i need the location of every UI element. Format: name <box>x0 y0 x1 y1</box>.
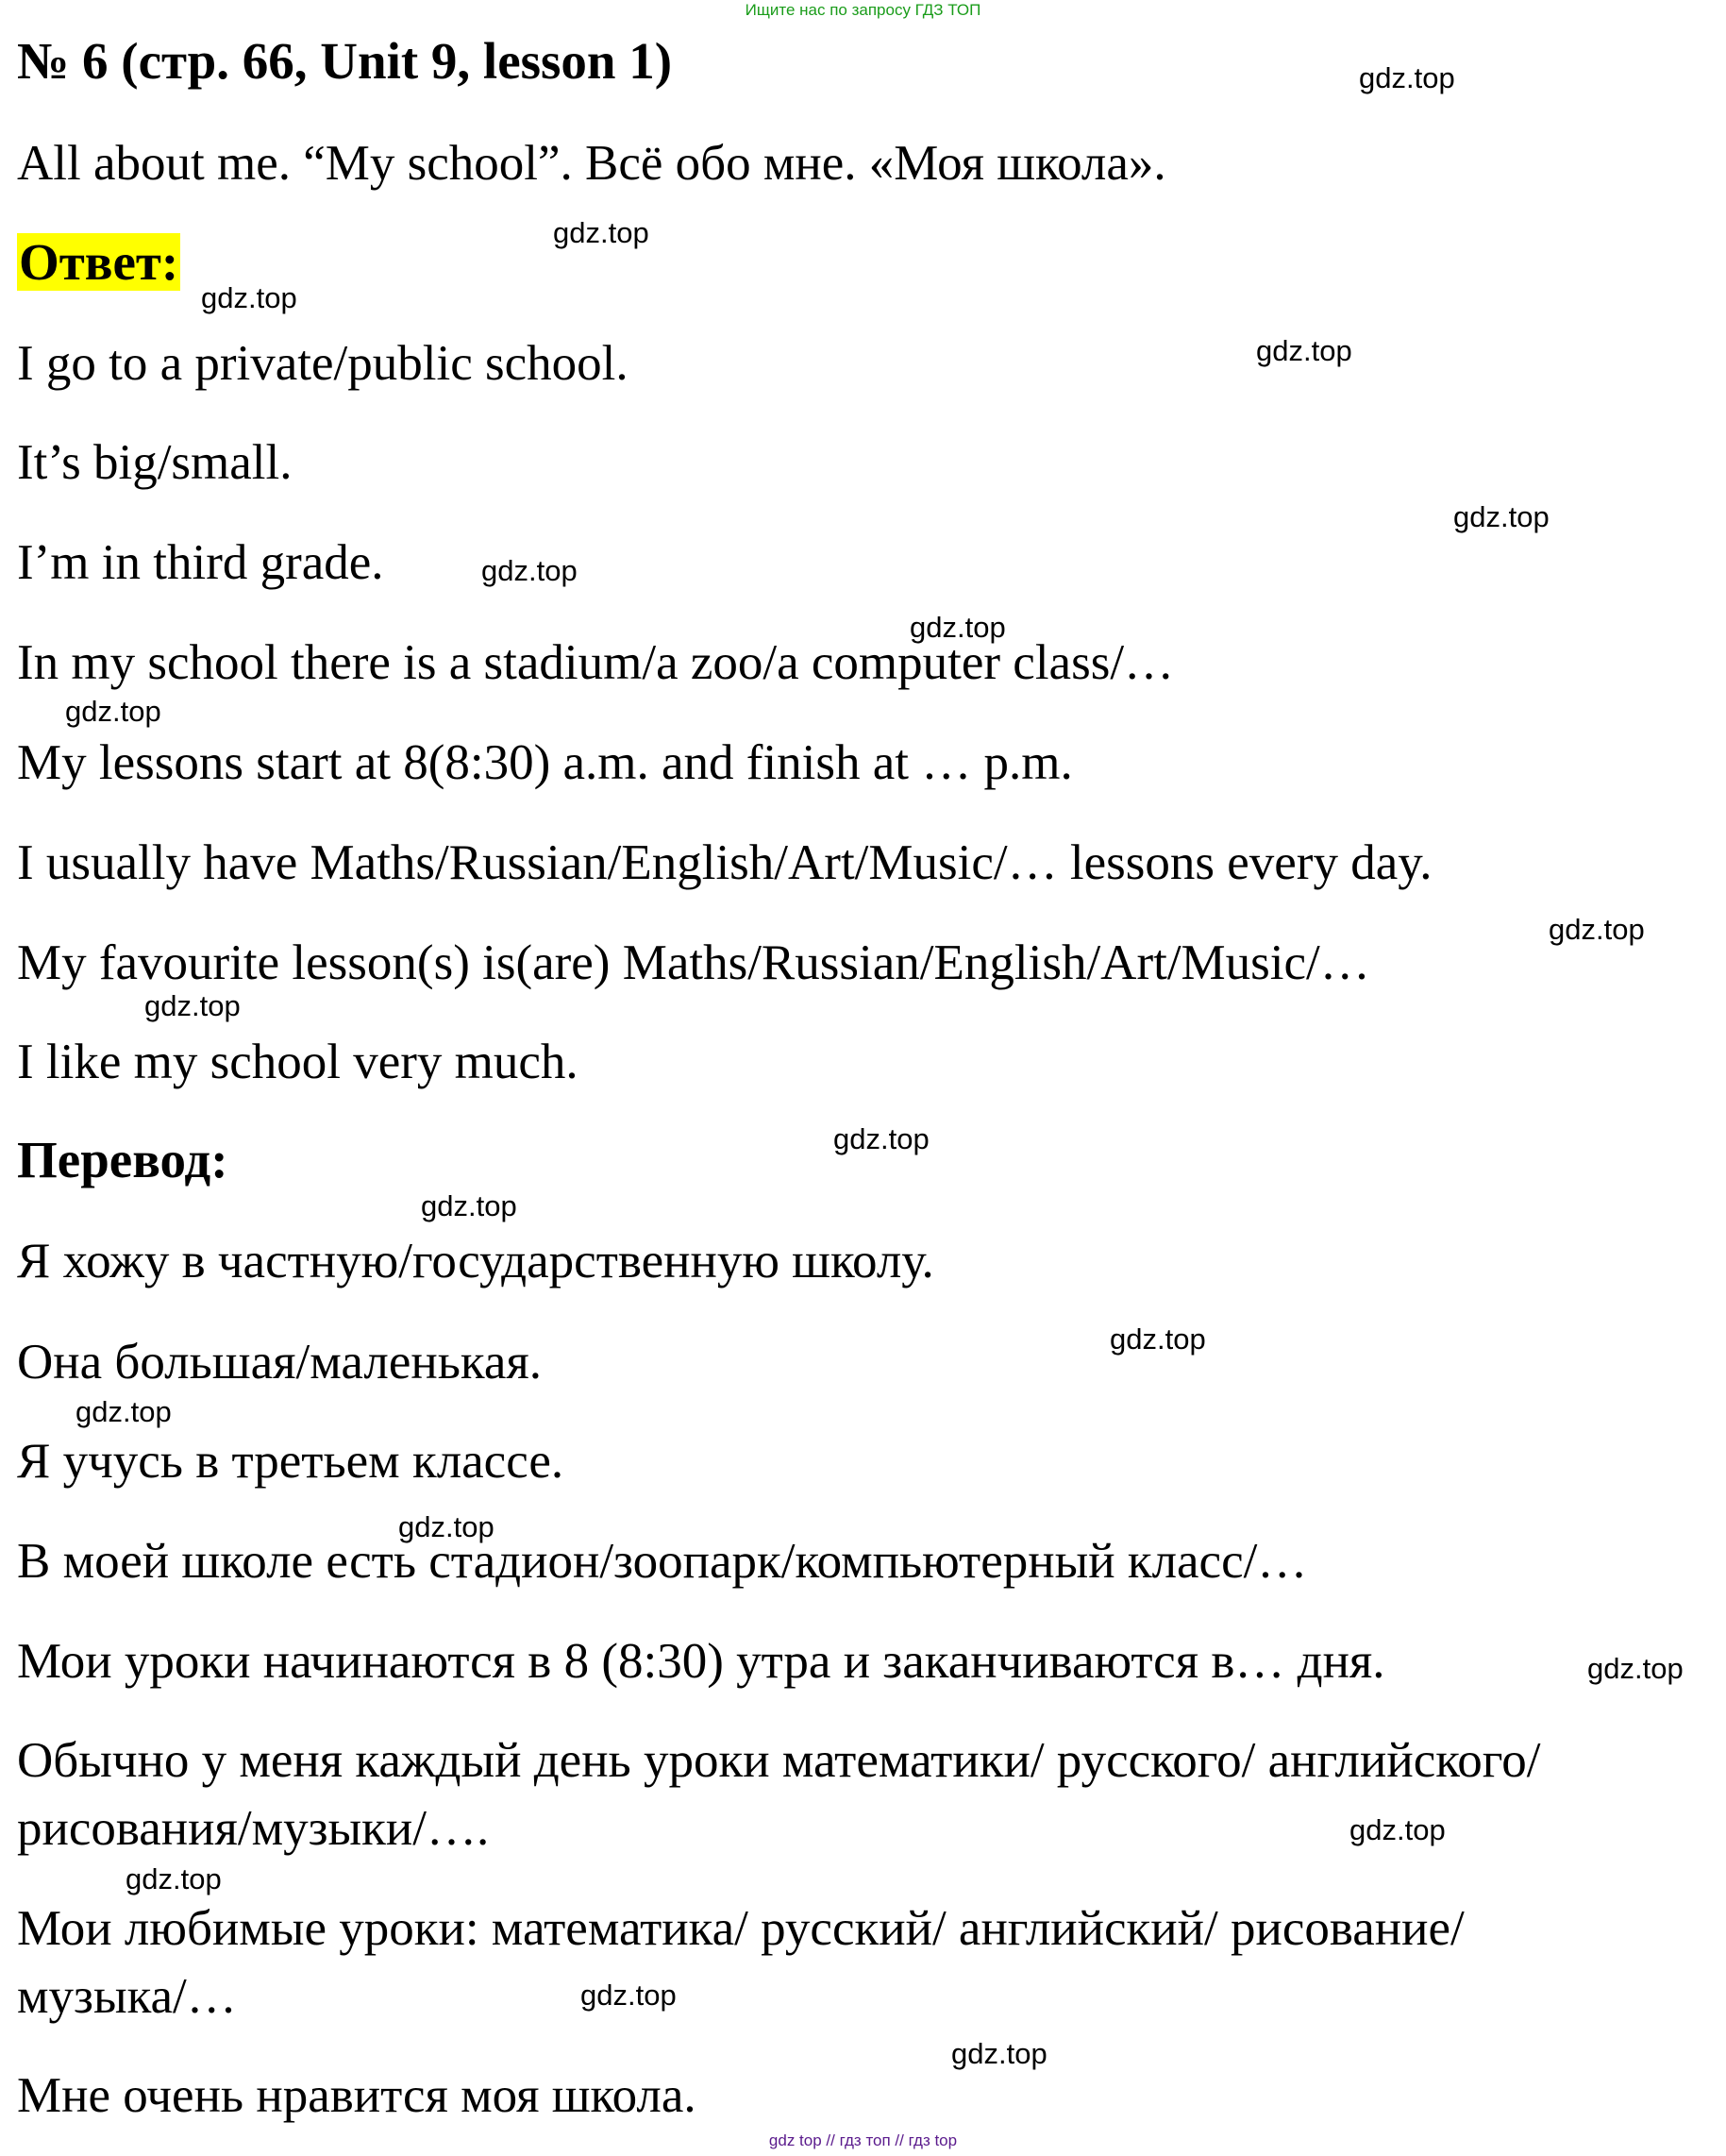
watermark: gdz.top <box>1549 913 1645 946</box>
answer-line-3: I’m in third grade. <box>17 535 384 590</box>
answer-line-5: My lessons start at 8(8:30) a.m. and finish at … p.m. <box>17 735 1073 790</box>
watermark: gdz.top <box>910 611 1006 644</box>
watermark: gdz.top <box>201 281 297 314</box>
answer-heading <box>17 231 180 294</box>
answer-line-7: My favourite lesson(s) is(are) Maths/Russian/English/Art/Music/… <box>17 935 1370 990</box>
answer-line-1: I go to a private/public school. <box>17 336 628 391</box>
watermark: gdz.top <box>833 1122 930 1155</box>
translation-line-2: Она большая/маленькая. <box>17 1335 543 1390</box>
watermark: gdz.top <box>75 1395 172 1428</box>
watermark: gdz.top <box>1453 500 1550 533</box>
watermark: gdz.top <box>1349 1813 1446 1846</box>
bottom-banner: gdz top // гдз топ // гдз top <box>768 2131 958 2149</box>
watermark: gdz.top <box>126 1862 222 1895</box>
answer-line-2: It’s big/small. <box>17 435 293 490</box>
answer-line-8: I like my school very much. <box>17 1035 578 1089</box>
watermark: gdz.top <box>580 1979 677 2012</box>
watermark: gdz.top <box>1359 61 1455 94</box>
watermark: gdz.top <box>65 695 161 728</box>
translation-heading: Перевод: <box>17 1131 228 1188</box>
translation-line-5: Мои уроки начинаются в 8 (8:30) утра и заканчиваются в… дня. <box>17 1634 1385 1689</box>
answer-line-6: I usually have Maths/Russian/English/Art/Music/… lessons every day. <box>17 835 1433 890</box>
watermark: gdz.top <box>481 554 578 587</box>
translation-line-4: В моей школе есть стадион/зоопарк/компьютерный класс/… <box>17 1534 1308 1589</box>
translation-line-6: Обычно у меня каждый день уроки математики/ русского/ английского/ <box>17 1733 1541 1788</box>
watermark: gdz.top <box>144 989 241 1022</box>
page-title: № 6 (стр. 66, Unit 9, lesson 1) <box>17 32 673 90</box>
watermark: gdz.top <box>1256 334 1352 367</box>
watermark: gdz.top <box>1587 1652 1684 1685</box>
watermark: gdz.top <box>421 1189 517 1222</box>
translation-line-7-continued: музыка/… <box>17 1969 237 2024</box>
task-description: All about me. “My school”. Всё обо мне. «Моя школа». <box>17 136 1166 191</box>
watermark: gdz.top <box>398 1510 494 1543</box>
translation-line-7: Мои любимые уроки: математика/ русский/ английский/ рисование/ <box>17 1901 1465 1956</box>
translation-line-6-continued: рисования/музыки/…. <box>17 1801 490 1856</box>
top-banner: Ищите нас по запросу ГДЗ ТОП <box>745 1 981 19</box>
translation-line-1: Я хожу в частную/государственную школу. <box>17 1234 934 1289</box>
watermark: gdz.top <box>951 2037 1047 2070</box>
translation-line-3: Я учусь в третьем классе. <box>17 1434 564 1489</box>
watermark: gdz.top <box>553 216 649 249</box>
watermark: gdz.top <box>1110 1322 1206 1356</box>
answer-line-4: In my school there is a stadium/a zoo/a computer class/… <box>17 635 1175 690</box>
answer-label: Ответ: <box>19 233 179 291</box>
translation-line-8: Мне очень нравится моя школа. <box>17 2068 696 2123</box>
